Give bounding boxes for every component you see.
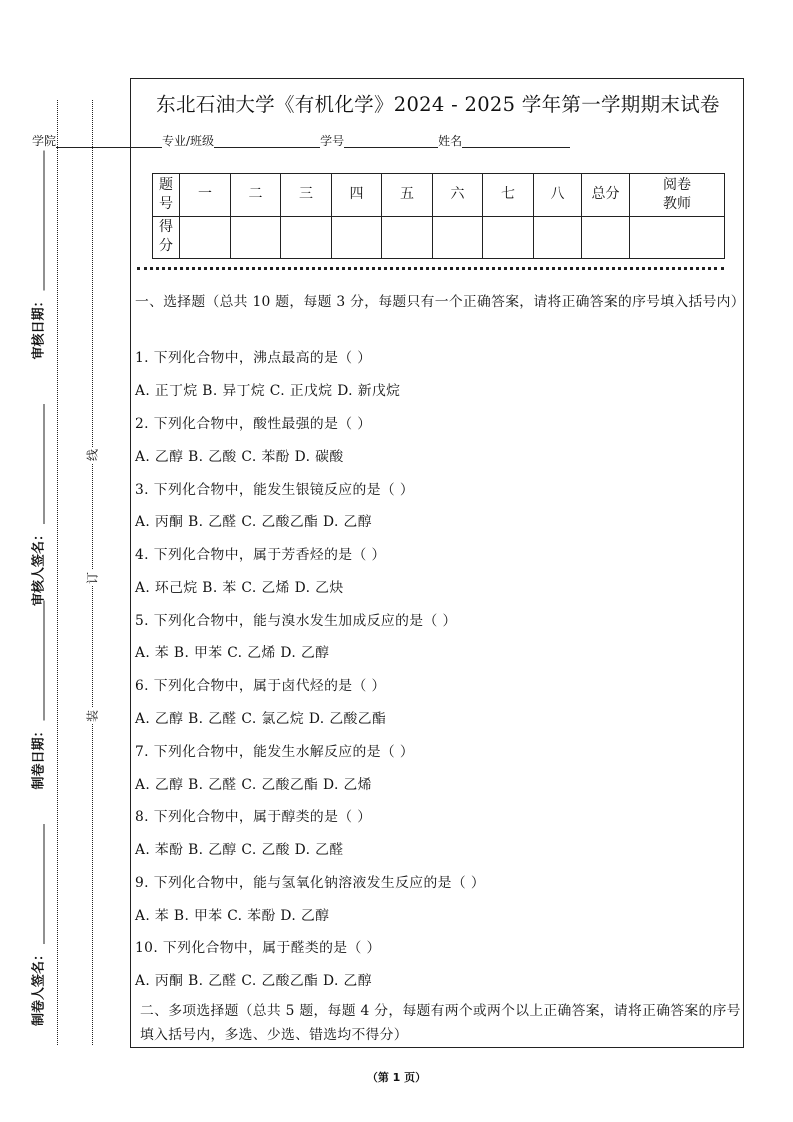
major-blank[interactable] — [214, 133, 320, 148]
score-table-score-row — [153, 216, 725, 259]
student-id-label: 学号 — [320, 134, 345, 148]
maker-sign-blank[interactable] — [44, 824, 45, 944]
make-date-field — [28, 600, 47, 789]
make-date-blank[interactable] — [44, 600, 45, 720]
header-cell: 七 — [483, 174, 534, 217]
question-5-options: A. 苯 B. 甲苯 C. 乙烯 D. 乙醇 — [135, 645, 330, 661]
maker-sign-label: 制卷人签名： — [31, 947, 47, 1027]
college-label: 学院 — [32, 134, 57, 148]
review-date-label: 审核日期： — [31, 294, 47, 360]
review-date-blank[interactable] — [44, 150, 45, 290]
exam-title: 东北石油大学《有机化学》2024 - 2025 学年第一学期期末试卷 — [156, 93, 720, 116]
score-cell[interactable] — [534, 216, 582, 259]
score-cell[interactable] — [382, 216, 433, 259]
binding-margin — [0, 0, 125, 1122]
score-cell[interactable] — [231, 216, 281, 259]
binding-char-zhuang: 装 — [85, 709, 100, 723]
major-label: 专业/班级 — [162, 134, 215, 148]
question-1-options: A. 正丁烷 B. 异丁烷 C. 正戊烷 D. 新戊烷 — [135, 383, 401, 399]
header-cell-total: 总分 — [582, 174, 630, 217]
name-blank[interactable] — [462, 133, 570, 148]
row-label-question-no: 题 号 — [153, 174, 180, 217]
question-8: 8. 下列化合物中，属于醇类的是（ ） — [135, 809, 372, 825]
question-5: 5. 下列化合物中，能与溴水发生加成反应的是（ ） — [135, 613, 457, 629]
question-6: 6. 下列化合物中，属于卤代烃的是（ ） — [135, 678, 386, 694]
binding-char-line: 线 — [85, 448, 100, 462]
question-2: 2. 下列化合物中，酸性最强的是（ ） — [135, 416, 372, 432]
page-number: （第 1 页） — [366, 1071, 427, 1084]
review-date-field — [28, 150, 47, 359]
header-cell: 八 — [534, 174, 582, 217]
question-9-options: A. 苯 B. 甲苯 C. 苯酚 D. 乙醇 — [135, 908, 330, 924]
question-8-options: A. 苯酚 B. 乙醇 C. 乙酸 D. 乙醛 — [135, 842, 344, 858]
section-1-heading: 一、选择题（总共 10 题，每题 3 分，每题只有一个正确答案，请将正确答案的序号填入括号内） — [135, 294, 745, 310]
question-3-options: A. 丙酮 B. 乙醛 C. 乙酸乙酯 D. 乙醇 — [135, 514, 372, 530]
student-id-blank[interactable] — [344, 133, 438, 148]
score-table-header-row — [153, 174, 725, 217]
score-cell[interactable] — [332, 216, 382, 259]
header-cell: 一 — [180, 174, 231, 217]
score-cell[interactable] — [180, 216, 231, 259]
question-2-options: A. 乙醇 B. 乙酸 C. 苯酚 D. 碳酸 — [135, 449, 344, 465]
question-3: 3. 下列化合物中，能发生银镜反应的是（ ） — [135, 482, 415, 498]
question-7-options: A. 乙醇 B. 乙醛 C. 乙酸乙酯 D. 乙烯 — [135, 777, 372, 793]
question-9: 9. 下列化合物中，能与氢氧化钠溶液发生反应的是（ ） — [135, 875, 486, 891]
header-cell: 五 — [382, 174, 433, 217]
question-10: 10. 下列化合物中，属于醛类的是（ ） — [135, 940, 381, 956]
dotted-separator — [137, 267, 724, 270]
header-cell: 四 — [332, 174, 382, 217]
student-info-row — [32, 132, 570, 149]
college-blank[interactable] — [56, 133, 162, 148]
header-cell: 六 — [433, 174, 483, 217]
reviewer-sign-blank[interactable] — [44, 404, 45, 524]
question-4: 4. 下列化合物中，属于芳香烃的是（ ） — [135, 547, 386, 563]
grader-cell[interactable] — [630, 216, 725, 259]
question-1: 1. 下列化合物中，沸点最高的是（ ） — [135, 350, 372, 366]
score-cell-total[interactable] — [582, 216, 630, 259]
header-cell: 二 — [231, 174, 281, 217]
question-6-options: A. 乙醇 B. 乙醛 C. 氯乙烷 D. 乙酸乙酯 — [135, 711, 387, 727]
reviewer-sign-field — [28, 404, 47, 606]
section-2-heading: 二、多项选择题（总共 5 题，每题 4 分，每题有两个或两个以上正确答案，请将正确答案的序号填入括号内，多选、少选、错选均不得分） — [140, 1003, 741, 1043]
score-cell[interactable] — [281, 216, 332, 259]
maker-sign-field — [28, 824, 47, 1026]
binding-dotted-line-outer — [57, 100, 58, 1045]
score-cell[interactable] — [433, 216, 483, 259]
score-cell[interactable] — [483, 216, 534, 259]
header-cell: 三 — [281, 174, 332, 217]
name-label: 姓名 — [438, 134, 463, 148]
question-7: 7. 下列化合物中，能发生水解反应的是（ ） — [135, 744, 415, 760]
reviewer-sign-label: 审核人签名： — [31, 527, 47, 607]
binding-char-ding: 订 — [85, 571, 100, 585]
question-4-options: A. 环己烷 B. 苯 C. 乙烯 D. 乙炔 — [135, 580, 344, 596]
question-10-options: A. 丙酮 B. 乙醛 C. 乙酸乙酯 D. 乙醇 — [135, 973, 372, 989]
make-date-label: 制卷日期： — [31, 724, 47, 790]
row-label-score: 得 分 — [153, 216, 180, 259]
header-cell-grader: 阅卷 教师 — [630, 174, 725, 217]
score-table — [152, 173, 725, 259]
